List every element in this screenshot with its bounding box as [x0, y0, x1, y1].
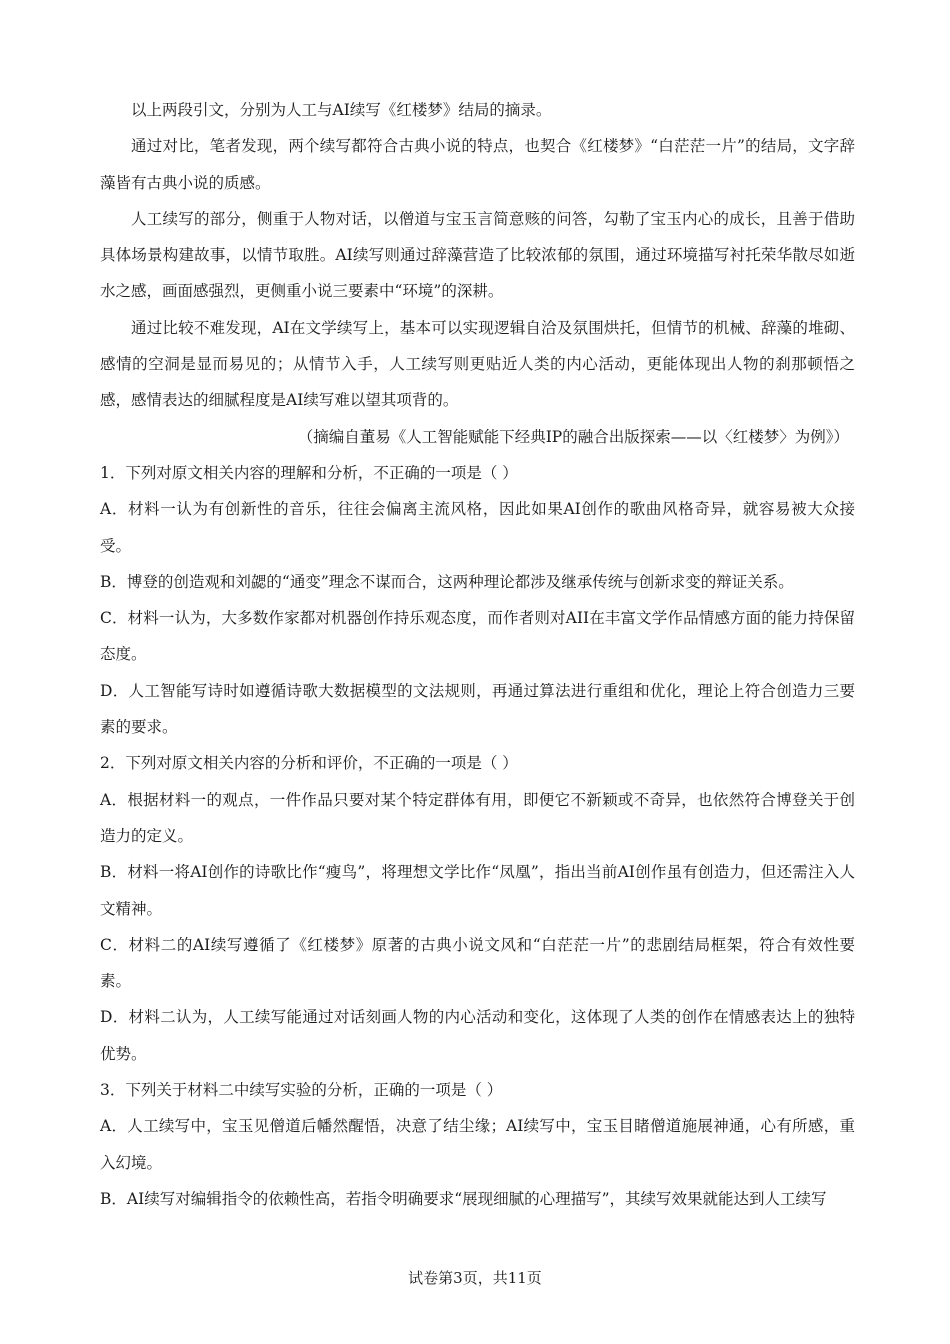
passage-paragraph-1: 以上两段引文，分别为人工与AI续写《红楼梦》结局的摘录。: [131, 101, 552, 119]
question-1: [100, 455, 855, 745]
question-stem: 2．下列对原文相关内容的分析和评价，不正确的一项是（ ）: [100, 754, 518, 773]
passage-paragraph-4: 通过比较不难发现，AI在文学续写上，基本可以实现逻辑自洽及氛围烘托，但情节的机械、辞藻的堆砌、感情的空洞是显而易见的；从情节入手，人工续写则更贴近人类的内心活动，更能体现出人物的刹那顿悟之感，感情表达的细腻程度是AI续写难以望其项背的。: [100, 318, 855, 410]
option-b: B．AI续写对编辑指令的依赖性高，若指令明确要求“展现细腻的心理描写”，其续写效果就能达到人工续写: [100, 1189, 827, 1208]
question-2: [100, 745, 855, 1072]
passage-source: （摘编自董易《人工智能赋能下经典IP的融合出版探索——以〈红楼梦〉为例》）: [297, 427, 849, 446]
page-footer: 试卷第3页，共11页: [408, 1269, 542, 1287]
option-c: C．材料一认为，大多数作家都对机器创作持乐观态度，而作者则对AII在丰富文学作品情感方面的能力持保留态度。: [100, 609, 855, 664]
option-a: A．材料一认为有创新性的音乐，往往会偏离主流风格，因此如果AI创作的歌曲风格奇异，就容易被大众接受。: [100, 500, 855, 555]
option-b: B．材料一将AI创作的诗歌比作“瘦鸟”，将理想文学比作“凤凰”，指出当前AI创作虽有创造力，但还需注入人文精神。: [100, 863, 855, 918]
question-3: [100, 1072, 855, 1217]
option-b: B．博登的创造观和刘勰的“通变”理念不谋而合，这两种理论都涉及继承传统与创新求变的辩证关系。: [100, 572, 794, 591]
passage-paragraph-2: 通过对比，笔者发现，两个续写都符合古典小说的特点，也契合《红楼梦》“白茫茫一片”的结局，文字辞藻皆有古典小说的质感。: [100, 137, 855, 192]
option-d: D．材料二认为，人工续写能通过对话刻画人物的内心活动和变化，这体现了人类的创作在情感表达上的独特优势。: [100, 1008, 855, 1063]
passage-paragraph-3: 人工续写的部分，侧重于人物对话，以僧道与宝玉言简意赅的问答，勾勒了宝玉内心的成长，且善于借助具体场景构建故事，以情节取胜。AI续写则通过辞藻营造了比较浓郁的氛围，通过环境描写衬托荣华散尽如逝水之感，画面感强烈，更侧重小说三要素中“环境”的深耕。: [100, 209, 855, 301]
option-a: A．人工续写中，宝玉见僧道后幡然醒悟，决意了结尘缘；AI续写中，宝玉目睹僧道施展神通，心有所感，重入幻境。: [100, 1117, 855, 1172]
page-content: [100, 92, 855, 1217]
option-d: D．人工智能写诗时如遵循诗歌大数据模型的文法规则，再通过算法进行重组和优化，理论上符合创造力三要素的要求。: [100, 681, 855, 737]
option-a: A．根据材料一的观点，一件作品只要对某个特定群体有用，即便它不新颖或不奇异，也依然符合博登关于创造力的定义。: [100, 790, 855, 845]
question-stem: 3．下列关于材料二中续写实验的分析，正确的一项是（ ）: [100, 1081, 503, 1100]
question-stem: 1．下列对原文相关内容的理解和分析，不正确的一项是（ ）: [100, 463, 518, 482]
option-c: C．材料二的AI续写遵循了《红楼梦》原著的古典小说文风和“白茫茫一片”的悲剧结局框架，符合有效性要素。: [100, 935, 855, 991]
